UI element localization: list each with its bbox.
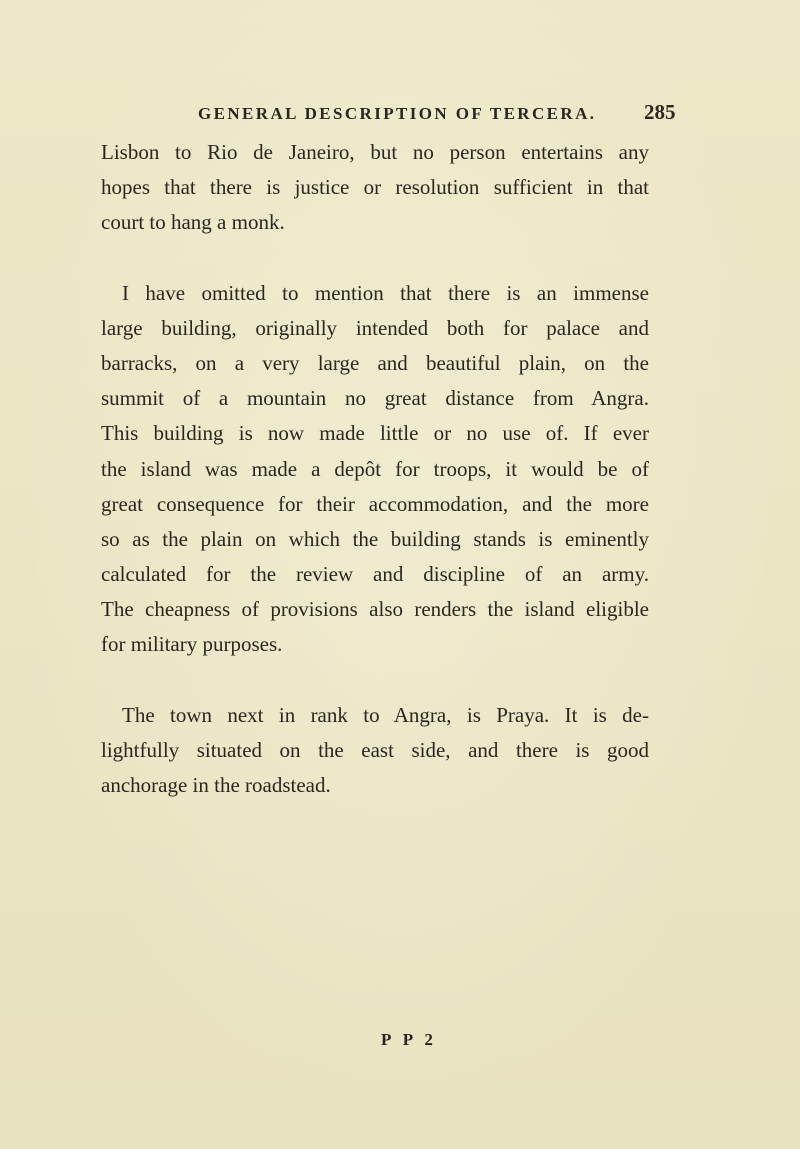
page-number: 285 — [644, 100, 676, 124]
text-line: court to hang a monk. — [101, 210, 285, 235]
paragraph-2 — [101, 276, 649, 663]
text-line: I have omitted to mention that there is an immense — [122, 280, 649, 305]
text-line: barracks, on a very large and beautiful plain, on the — [101, 350, 649, 375]
text-line: large building, originally intended both for palace and — [101, 315, 649, 340]
text-line: Lisbon to Rio de Janeiro, but no person entertains any — [101, 140, 649, 164]
paragraph-1 — [101, 135, 649, 241]
text-line: The cheapness of provisions also renders the island eligible — [101, 597, 649, 622]
text-line: the island was made a depôt for troops, it would be of — [101, 456, 649, 481]
running-title: GENERAL DESCRIPTION OF TERCERA. — [198, 104, 597, 123]
running-head — [0, 100, 800, 130]
signature-mark: P P 2 — [381, 1030, 437, 1049]
paragraph-3 — [101, 698, 649, 804]
text-line: great consequence for their accommodation, and the more — [101, 491, 649, 516]
text-line: summit of a mountain no great distance from Angra. — [101, 386, 649, 411]
text-line: lightfully situated on the east side, and there is good — [101, 737, 649, 762]
text-line: for military purposes. — [101, 632, 283, 657]
text-line: anchorage in the roadstead. — [101, 773, 331, 797]
text-line: so as the plain on which the building stands is eminently — [101, 526, 649, 551]
text-line: calculated for the review and discipline of an army. — [101, 562, 649, 587]
text-line: This building is now made little or no use of. If ever — [101, 421, 649, 446]
text-line: hopes that there is justice or resolution sufficient in that — [101, 175, 649, 200]
body-text — [101, 135, 649, 838]
text-line: The town next in rank to Angra, is Praya. It is de- — [122, 702, 649, 727]
